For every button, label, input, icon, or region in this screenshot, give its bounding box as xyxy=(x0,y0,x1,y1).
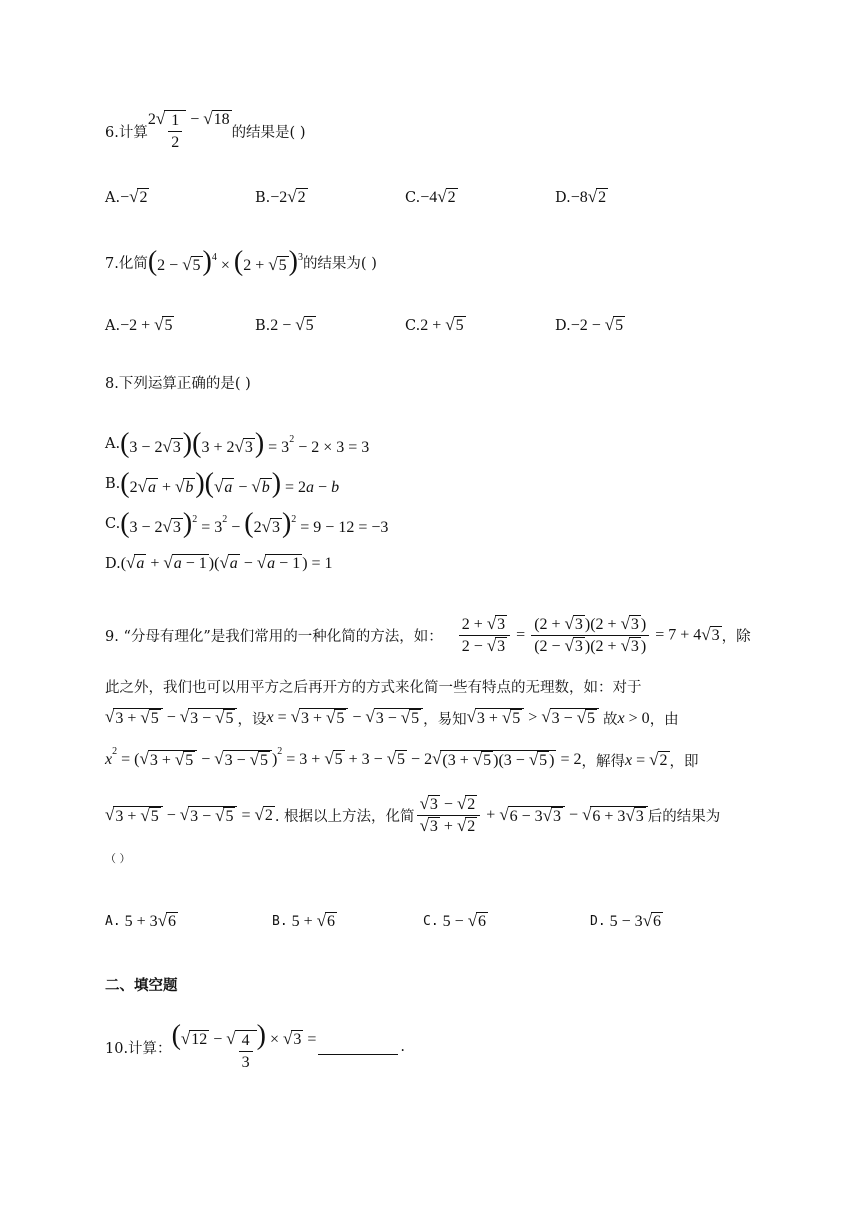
q7-option-a: A. −2 + √ 5 xyxy=(105,315,173,334)
q9-line-4: $x^2$ = ( √ 3 + √ 5 − √ 3 − √ 5 )$^2$ = 3 + √ 5 + 3 − √ 5 − 2 √ (3 + √ 5 )(3 − √ 5 ) = 2 ，解得 x = √ 2 ，即 xyxy=(105,746,699,770)
q8-option-b: B. (2 √ a + √ b )( √ a − √ b ) = 2a − b xyxy=(105,468,340,499)
q9-line-2: 此之外，我们也可以用平方之后再开方的方式来化简一些有特点的无理数，如：对于 xyxy=(105,680,642,696)
q6-option-a: A. − √ 2 xyxy=(105,187,148,206)
q6-expression: 2 √ $\frac{1}{2}$ − √ 18 xyxy=(147,109,230,152)
q9-line-5: √ 3 + √ 5 − √ 3 − √ 5 = √ 2 . 根据以上方法，化简 √ 3 − √ 2 √ 3 + √ 2 + √ 6 − 3 √ 3 − √ 6 + 3 √ 3 后的结果为 xyxy=(105,794,721,836)
q8-option-d: D. ( √ a + √ a − 1 )( √ a − √ a − 1 ) = 1 xyxy=(105,553,333,572)
q7-prefix: 7.化简 xyxy=(105,255,148,272)
q8-option-c: C. (3 − 2 √ 3 )$^2 = 3^2 - (2$ √ 3 )$^2$ = 9 − 12 = −3 xyxy=(105,508,389,539)
q9-line-1: 9. “分母有理化”是我们常用的一种化简的方法，如： 2 + √ 3 2 − √ 3 = (2 + √ 3 )(2 + √ 3 ) (2 − √ 3 )(2 + √ 3 ) = 7 + 4 √ 3 ，除 xyxy=(105,614,751,656)
question-7 xyxy=(105,248,377,276)
q10-prefix: 10.计算： xyxy=(105,1040,172,1057)
q9-option-c: C. 5 − √ 6 xyxy=(423,911,487,930)
q7-expression: (2 − √ 5 )$^4$ × (2 + √ 5 )$^3$ xyxy=(147,246,303,277)
q7-suffix: 的结果为( ) xyxy=(302,255,377,272)
q9-answer-paren: （ ） xyxy=(105,852,131,865)
q7-option-d: D. −2 − √ 5 xyxy=(555,315,624,334)
q6-option-d: D. −8 √ 2 xyxy=(555,187,607,206)
q8-option-a: A. (3 − 2 √ 3 )(3 + 2 √ 3 ) = $3^2 - 2 \times 3 = 3$ xyxy=(105,428,370,459)
question-10: 10.计算： ( √ 12 − √ $\frac{4}{3}$ ) × √ 3 = . xyxy=(105,1020,405,1072)
q6-option-c: C. −4 √ 2 xyxy=(405,187,456,206)
q6-option-b: B. −2 √ 2 xyxy=(255,187,306,206)
q9-line-3: √ 3 + √ 5 − √ 3 − √ 5 ，设 x = √ 3 + √ 5 − √ 3 − √ 5 ，易知 √ 3 + √ 5 > √ 3 − √ 5 故 x > 0 ，由 xyxy=(105,707,679,728)
q6-prefix: 6.计算 xyxy=(105,124,148,141)
q9-option-d: D. 5 − 3 √ 6 xyxy=(590,911,662,930)
q9-option-b: B. 5 + √ 6 xyxy=(272,911,336,930)
section-title-fill-in: 二、填空题 xyxy=(105,978,178,994)
q7-option-c: C. 2 + √ 5 xyxy=(405,315,464,334)
q6-suffix: 的结果是( ) xyxy=(231,124,306,141)
q7-option-b: B. 2 − √ 5 xyxy=(255,315,314,334)
q9-option-a: A. 5 + 3 √ 6 xyxy=(105,911,177,930)
question-6 xyxy=(105,110,306,152)
question-8-stem: 8.下列运算正确的是( ) xyxy=(105,376,251,392)
q10-answer-blank[interactable] xyxy=(318,1040,398,1055)
